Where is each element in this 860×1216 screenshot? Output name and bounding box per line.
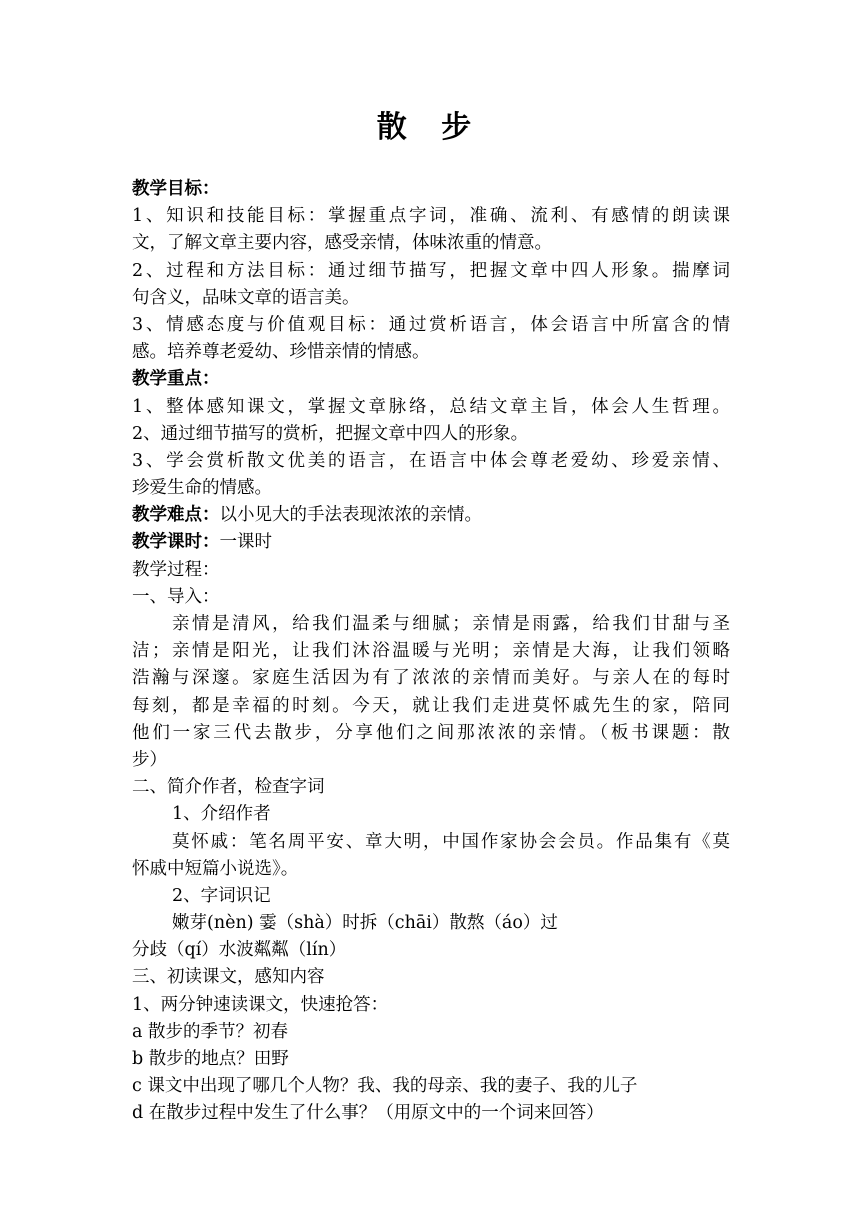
class-hours-line xyxy=(132,529,730,556)
objectives-line: 1、知识和技能目标：掌握重点字词，准确、流利、有感情的朗读课 xyxy=(132,206,730,227)
key-points-line: 珍爱生命的情感。 xyxy=(132,478,272,499)
document-body xyxy=(132,176,730,1128)
author-line: 莫怀戚：笔名周平安、章大明，中国作家协会会员。作品集有《莫 xyxy=(172,831,730,852)
author-section-heading: 二、简介作者，检查字词 xyxy=(132,777,325,798)
key-points-line: 1、整体感知课文，掌握文章脉络，总结文章主旨，体会人生哲理。 xyxy=(132,396,730,417)
intro-line: 步） xyxy=(132,749,167,770)
reading-instruction: 1、两分钟速读课文，快速抢答： xyxy=(132,994,389,1015)
class-hours-text: 一课时 xyxy=(219,532,272,553)
difficulty-line xyxy=(132,502,730,529)
objectives-line: 3、情感态度与价值观目标：通过赏析语言，体会语言中所富含的情 xyxy=(132,314,730,335)
words-line: 嫩芽(nèn) 霎（shà）时拆（chāi）散熬（áo）过 xyxy=(172,913,558,934)
intro-line: 浩瀚与深邃。家庭生活因为有了浓浓的亲情而美好。与亲人在的每时 xyxy=(132,668,730,689)
intro-line: 每刻，都是幸福的时刻。今天，就让我们走进莫怀戚先生的家，陪同 xyxy=(132,695,730,716)
objectives-line: 感。培养尊老爱幼、珍惜亲情的情感。 xyxy=(132,342,430,363)
intro-heading: 一、导入： xyxy=(132,586,220,607)
key-points-line: 3、学会赏析散文优美的语言，在语言中体会尊老爱幼、珍爱亲情、 xyxy=(132,450,730,471)
intro-line: 洁；亲情是阳光，让我们沐浴温暖与光明；亲情是大海，让我们领略 xyxy=(132,641,730,662)
author-line: 怀戚中短篇小说选》。 xyxy=(132,858,299,879)
difficulty-label: 教学难点： xyxy=(132,505,220,526)
question-item: a 散步的季节？初春 xyxy=(132,1021,288,1042)
key-points-line: 2、通过细节描写的赏析，把握文章中四人的形象。 xyxy=(132,423,529,444)
intro-line: 亲情是清风，给我们温柔与细腻；亲情是雨露，给我们甘甜与圣 xyxy=(172,614,730,634)
reading-section-heading: 三、初读课文，感知内容 xyxy=(132,967,325,988)
objectives-line: 2、过程和方法目标：通过细节描写，把握文章中四人形象。揣摩词 xyxy=(132,260,730,281)
class-hours-label: 教学课时： xyxy=(132,532,220,553)
question-item: b 散步的地点？田野 xyxy=(132,1049,289,1069)
objectives-line: 文，了解文章主要内容，感受亲情，体味浓重的情意。 xyxy=(132,233,552,254)
question-item: c 课文中出现了哪几个人物？我、我的母亲、我的妻子、我的儿子 xyxy=(132,1076,638,1097)
question-item: d 在散步过程中发生了什么事？（用原文中的一个词来回答） xyxy=(132,1103,604,1124)
words-line: 分歧（qí）水波粼粼（lín） xyxy=(132,940,347,961)
intro-line: 他们一家三代去散步，分享他们之间那浓浓的亲情。（板书课题：散 xyxy=(132,722,730,743)
process-heading: 教学过程： xyxy=(132,559,220,580)
key-points-heading: 教学重点： xyxy=(132,369,220,390)
objectives-heading: 教学目标： xyxy=(132,179,220,199)
author-subheading: 1、介绍作者 xyxy=(172,804,271,825)
words-subheading: 2、字词识记 xyxy=(172,885,271,906)
difficulty-text: 以小见大的手法表现浓浓的亲情。 xyxy=(219,505,482,526)
objectives-line: 句含义，品味文章的语言美。 xyxy=(132,287,360,308)
document-title: 散 步 xyxy=(376,110,484,145)
